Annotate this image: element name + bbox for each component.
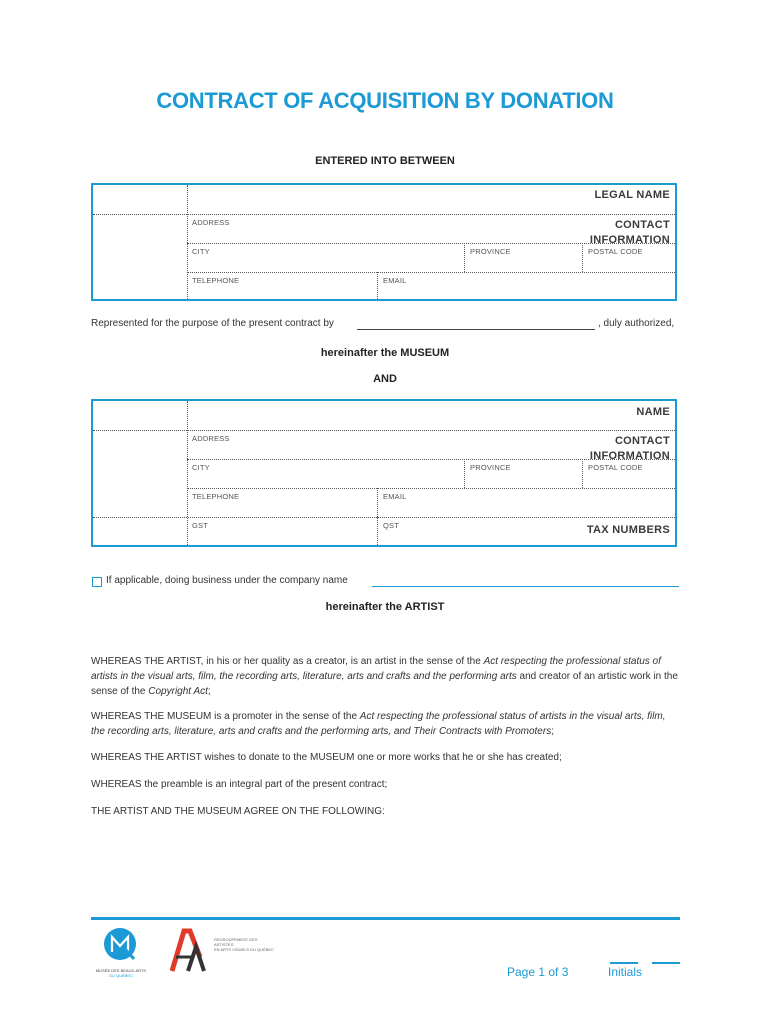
qst-label: QST <box>383 521 400 530</box>
document-title: CONTRACT OF ACQUISITION BY DONATION <box>156 88 614 113</box>
artist-province-label: PROVINCE <box>470 463 511 472</box>
whereas1-act-title: Act respecting the professional status of artists in the visual arts, film, the recording arts, literature, arts and crafts and the performing arts <box>91 656 661 682</box>
artist-address-label: ADDRESS <box>192 434 230 443</box>
artist-city-label: CITY <box>192 463 210 472</box>
initials-line-2[interactable] <box>652 962 680 964</box>
museum-info-form <box>91 183 677 301</box>
postal-code-label: POSTAL CODE <box>588 247 643 256</box>
artist-email-label: EMAIL <box>383 492 407 501</box>
artist-postal-code-field[interactable] <box>583 459 675 488</box>
telephone-field[interactable] <box>187 272 377 299</box>
mnbaq-caption-2: DU QUÉBEC <box>109 973 133 978</box>
tax-numbers-row <box>93 517 675 545</box>
telephone-email-row <box>187 272 675 299</box>
raav-caption-2: EN ARTS VISUELS DU QUÉBEC <box>214 947 274 952</box>
hereinafter-artist: hereinafter the ARTIST <box>325 601 445 613</box>
hereinafter-museum: hereinafter the MUSEUM <box>320 347 450 359</box>
whereas2-text-a: WHEREAS THE MUSEUM is a promoter in the sense of the <box>91 711 360 722</box>
whereas1-copyright-act: Copyright Act <box>148 686 208 697</box>
legal-name-field[interactable] <box>189 185 675 214</box>
legal-name-row <box>93 185 675 215</box>
whereas-clause-1 <box>91 654 681 699</box>
city-label: CITY <box>192 247 210 256</box>
agree-statement: THE ARTIST AND THE MUSEUM AGREE ON THE FOLLOWING: <box>91 806 385 817</box>
qst-field[interactable] <box>378 517 675 545</box>
tax-numbers-label: TAX NUMBERS <box>586 524 670 536</box>
footer-rule <box>91 917 680 920</box>
artist-telephone-field[interactable] <box>187 488 377 517</box>
and-separator: AND <box>373 373 397 385</box>
raav-logo-icon <box>170 927 210 973</box>
province-label: PROVINCE <box>470 247 511 256</box>
represented-prefix: Represented for the purpose of the present contract by <box>91 318 334 329</box>
artist-postal-code-label: POSTAL CODE <box>588 463 643 472</box>
mnbaq-logo-icon <box>100 926 140 962</box>
artist-email-field[interactable] <box>378 488 675 517</box>
artist-name-field[interactable] <box>189 401 675 430</box>
province-field[interactable] <box>465 243 582 272</box>
mnbaq-caption-1: MUSÉE DES BEAUX-ARTS <box>95 968 147 973</box>
artist-address-row[interactable] <box>187 430 675 460</box>
address-row[interactable] <box>187 214 675 244</box>
artist-city-row <box>187 459 675 489</box>
whereas2-text-c: ; <box>551 726 554 737</box>
entered-into-heading: ENTERED INTO BETWEEN <box>315 155 455 167</box>
raav-caption-1: REGROUPEMENT DES ARTISTES <box>214 937 258 947</box>
legal-name-label: LEGAL NAME <box>594 189 670 201</box>
email-label: EMAIL <box>383 276 407 285</box>
artist-contact-label-1: CONTACT <box>614 435 670 447</box>
initials-label: Initials <box>608 965 643 979</box>
contact-label-2: INFORMATION <box>589 234 670 246</box>
artist-info-form <box>91 399 677 547</box>
initials-line-1[interactable] <box>610 962 638 964</box>
represented-suffix: , duly authorized, <box>598 318 675 329</box>
raav-logo <box>170 927 274 975</box>
company-checkbox[interactable] <box>92 577 102 587</box>
artist-telephone-email-row <box>93 488 675 518</box>
artist-name-row <box>93 401 675 431</box>
telephone-label: TELEPHONE <box>192 276 240 285</box>
whereas2-act-title: Act respecting the professional status of artists in the visual arts, film, the recording arts, literature, arts and crafts and the performing arts, and Their Contracts with Promoters <box>91 711 666 737</box>
artist-name-label: NAME <box>636 406 670 418</box>
company-name-line[interactable] <box>372 586 679 587</box>
whereas-clause-2 <box>91 709 681 739</box>
artist-contact-label-2: INFORMATION <box>589 450 670 462</box>
contact-label-1: CONTACT <box>614 219 670 231</box>
artist-telephone-label: TELEPHONE <box>192 492 240 501</box>
gst-label: GST <box>192 521 209 530</box>
representative-name-line[interactable] <box>357 329 595 330</box>
address-label: ADDRESS <box>192 218 230 227</box>
email-field[interactable] <box>378 272 675 299</box>
whereas-clause-3: WHEREAS THE ARTIST wishes to donate to the MUSEUM one or more works that he or she has created; <box>91 752 562 763</box>
city-field[interactable] <box>187 243 464 272</box>
page-number: Page 1 of 3 <box>507 965 569 979</box>
whereas-clause-4: WHEREAS the preamble is an integral part of the present contract; <box>91 779 388 790</box>
whereas1-text-c: and creator of an artistic work in the sense of the <box>91 671 678 697</box>
gst-field[interactable] <box>187 517 377 545</box>
artist-city-field[interactable] <box>187 459 464 488</box>
artist-province-field[interactable] <box>465 459 582 488</box>
whereas1-text-e: ; <box>207 686 211 697</box>
whereas1-text-a: WHEREAS THE ARTIST, in his or her quality as a creator, is an artist in the sense of the <box>91 656 484 667</box>
mnbaq-logo <box>95 926 147 978</box>
postal-code-field[interactable] <box>583 243 675 272</box>
city-row <box>187 243 675 273</box>
company-text: If applicable, doing business under the company name <box>106 575 348 586</box>
